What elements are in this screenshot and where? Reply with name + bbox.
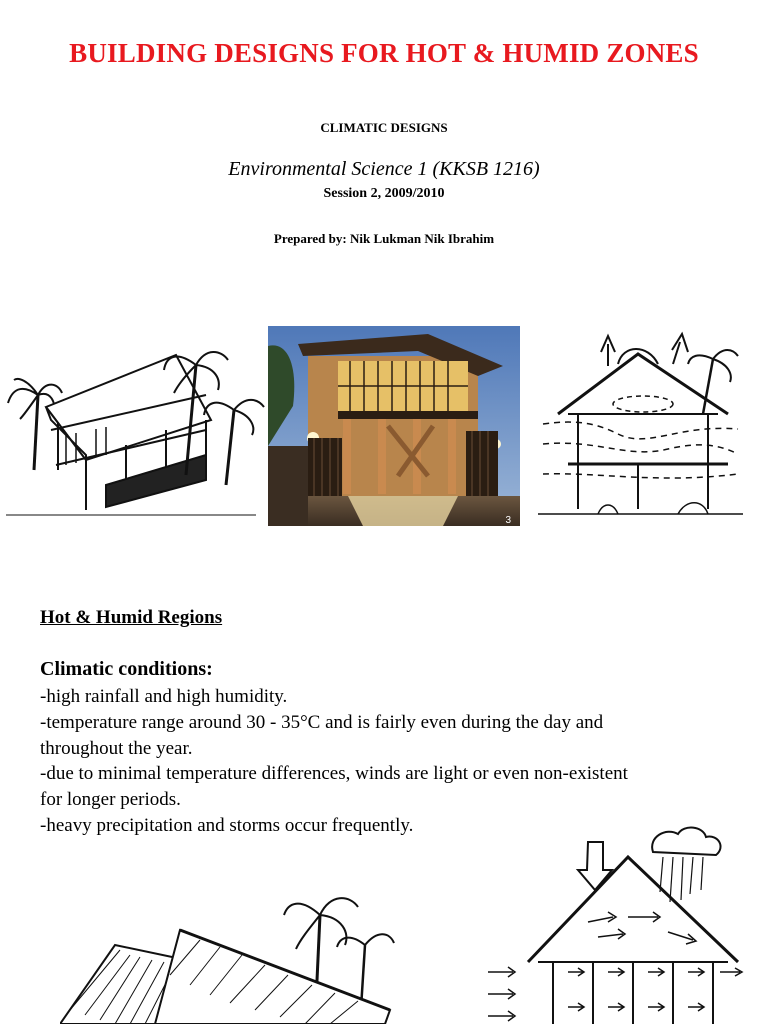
condition-line: -high rainfall and high humidity.: [40, 686, 288, 707]
author-label: Prepared by: Nik Lukman Nik Ibrahim: [273, 231, 495, 246]
conditions-heading: Climatic conditions:: [40, 658, 213, 680]
ventilation-section-sketch: [538, 324, 743, 524]
page-title: BUILDING DESIGNS FOR HOT & HUMID ZONES: [69, 38, 699, 68]
condition-line: -due to minimal temperature differences, winds are light or even non-existent: [40, 763, 628, 785]
conditions-list: [40, 684, 730, 839]
session-label: Session 2, 2009/2010: [323, 186, 445, 201]
photo-badge: 3: [505, 515, 511, 526]
course-title: Environmental Science 1 (KKSB 1216): [228, 158, 540, 180]
subheading: CLIMATIC DESIGNS: [320, 120, 448, 135]
condition-line: throughout the year.: [40, 737, 193, 759]
condition-line: -heavy precipitation and storms occur frequently.: [40, 814, 414, 836]
condition-line: -temperature range around 30 - 35°C and is fairly even during the day and: [40, 711, 604, 733]
thatched-houses-sketch: [60, 885, 395, 1024]
tropical-house-photo: [268, 326, 520, 526]
condition-line: for longer periods.: [40, 789, 181, 811]
stilt-house-sketch: [6, 335, 266, 525]
section-title: Hot & Humid Regions: [40, 607, 223, 628]
rain-ventilation-sketch: [488, 822, 748, 1024]
